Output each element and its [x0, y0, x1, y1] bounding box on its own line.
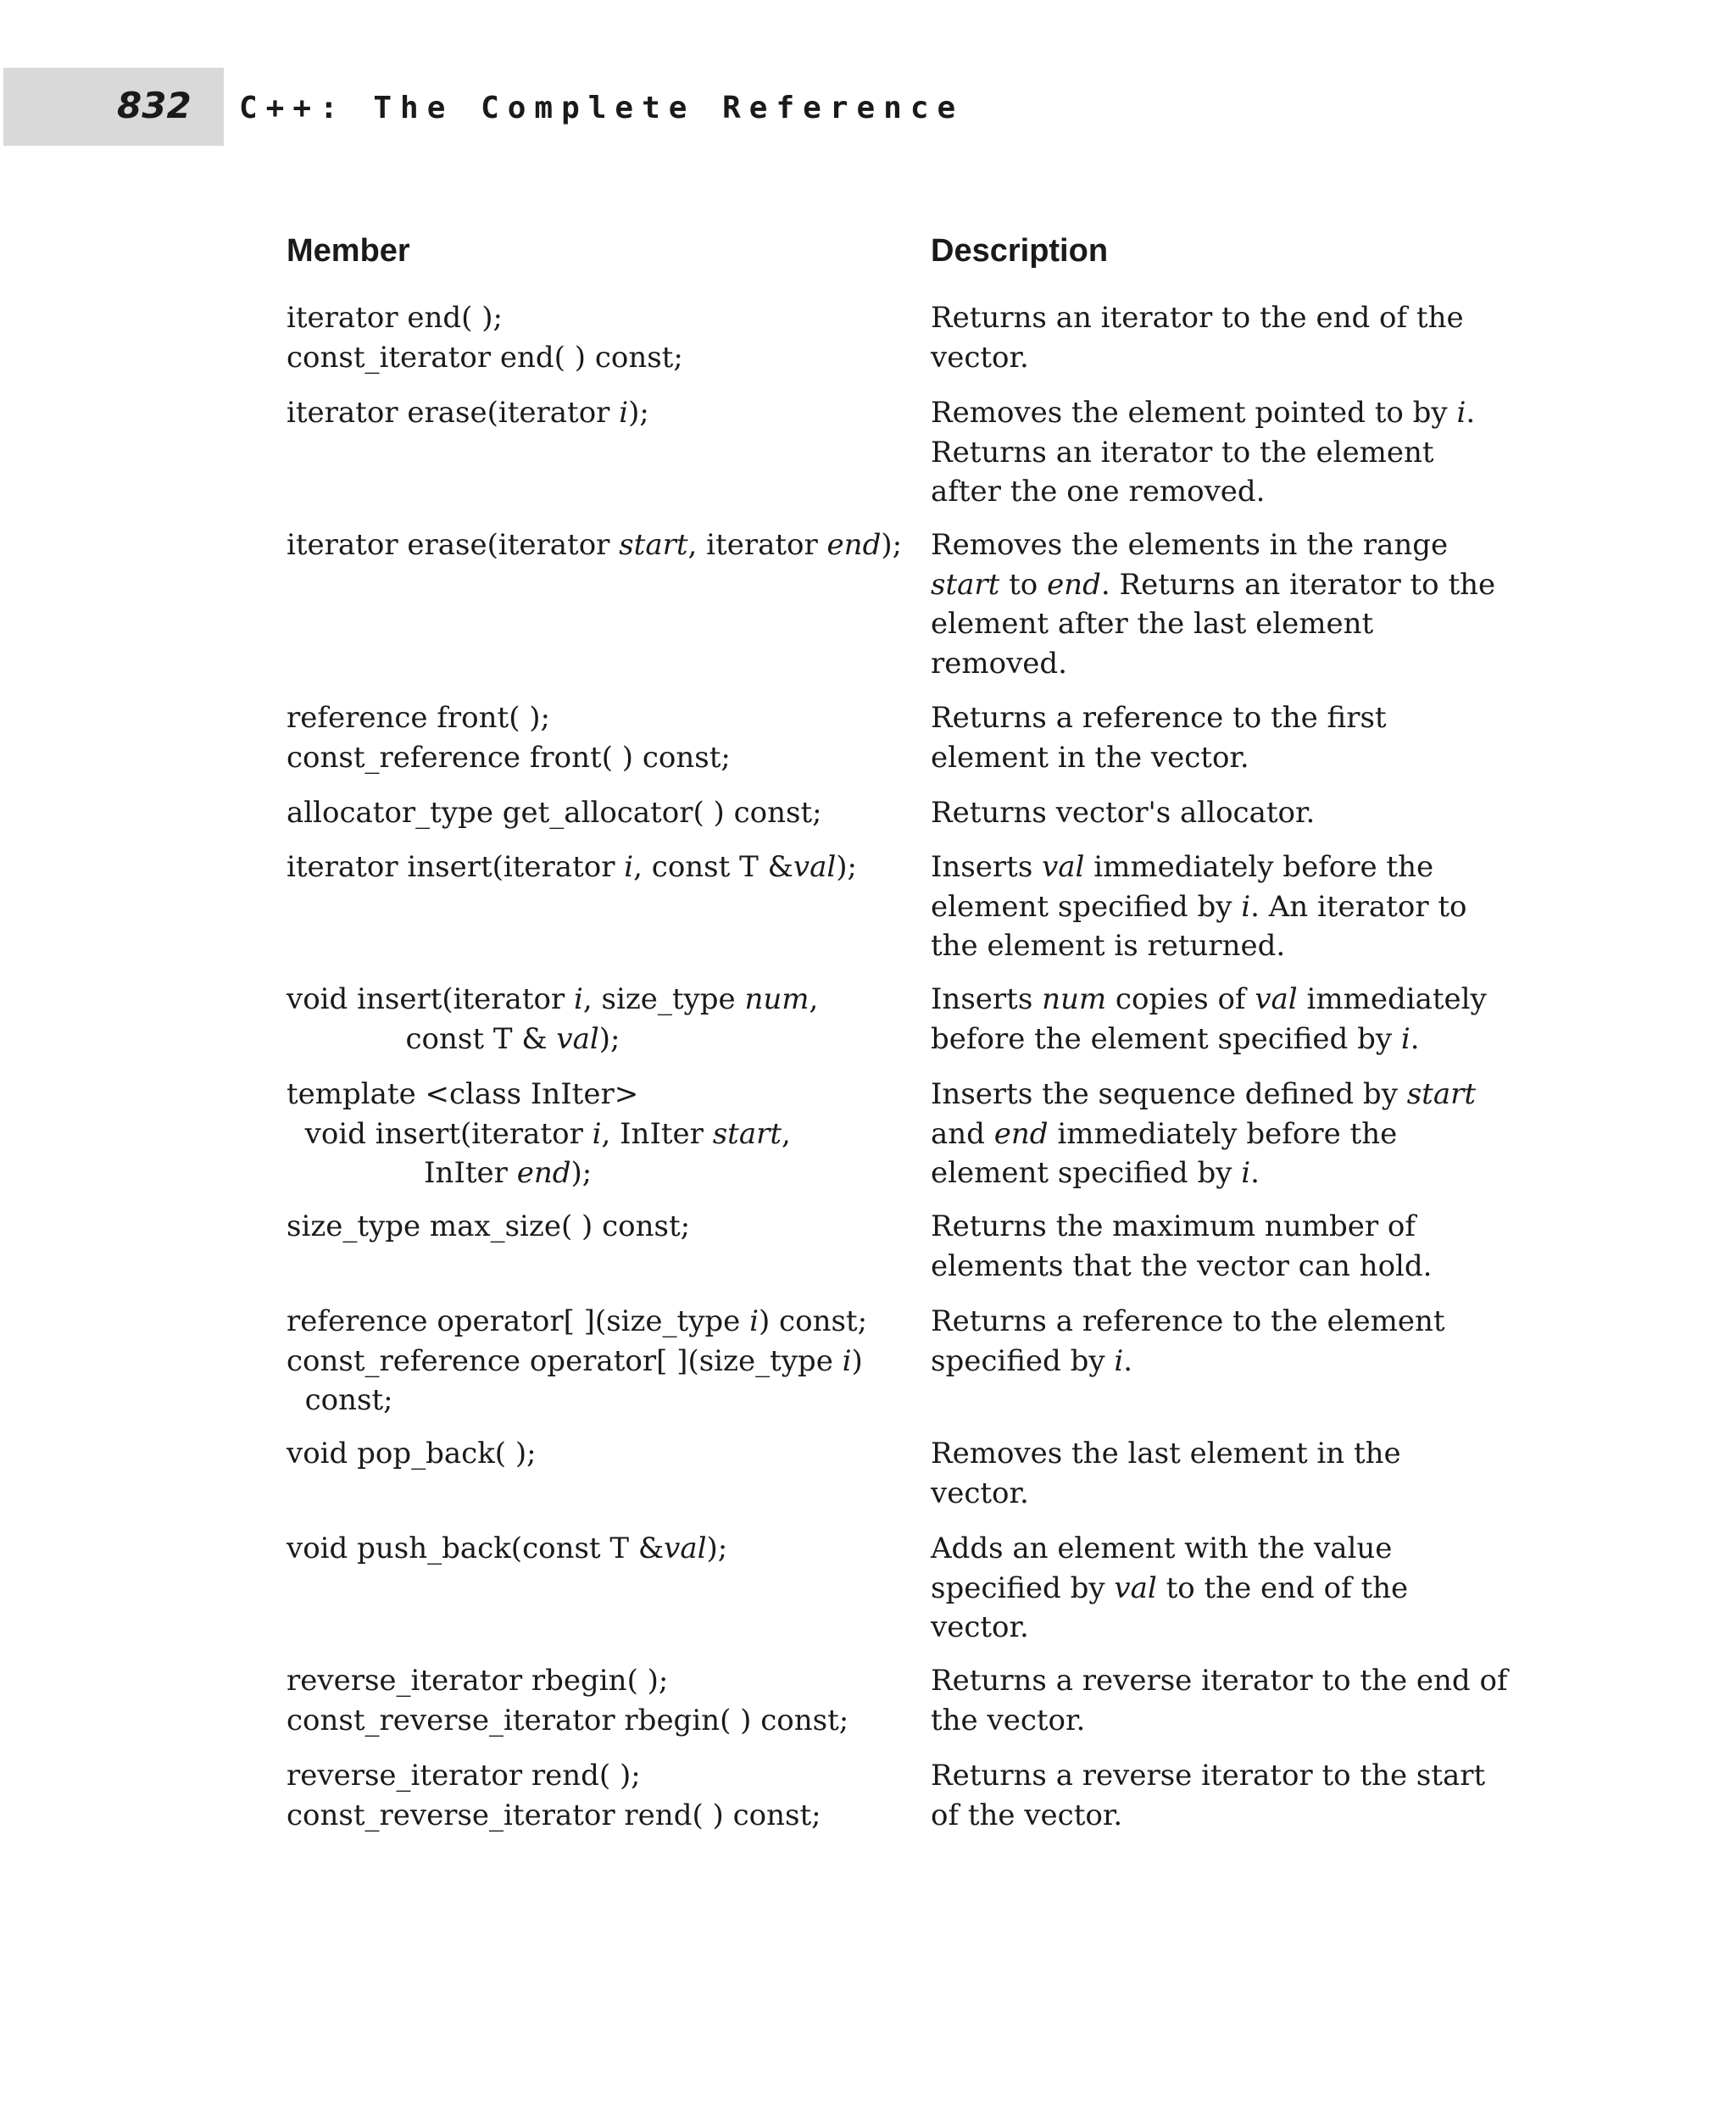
italic-term: num — [744, 982, 810, 1016]
italic-term: end — [1047, 567, 1101, 602]
description-line — [931, 793, 1694, 833]
description-line — [931, 644, 1694, 684]
description-line — [931, 926, 1694, 966]
text-segment: template <class InIter> — [287, 1077, 639, 1111]
italic-term: i — [842, 1343, 852, 1378]
member-line — [287, 1115, 897, 1154]
text-segment: , InIter — [601, 1116, 713, 1151]
member-signature — [287, 1661, 897, 1740]
italic-term: i — [1114, 1343, 1124, 1378]
member-signature — [287, 298, 897, 377]
text-segment: Inserts — [931, 850, 1043, 884]
italic-term: i — [749, 1304, 759, 1338]
text-segment: element specified by — [931, 889, 1242, 924]
member-signature — [287, 1075, 897, 1193]
text-segment: , — [809, 982, 819, 1016]
member-signature — [287, 393, 897, 433]
member-description — [931, 980, 1694, 1059]
member-description — [931, 1434, 1694, 1513]
member-signature — [287, 980, 897, 1059]
description-line — [931, 1474, 1694, 1514]
description-line — [931, 1796, 1694, 1836]
text-segment: , iterator — [687, 528, 827, 562]
member-signature — [287, 1434, 897, 1474]
text-segment: after the one removed. — [931, 475, 1266, 509]
member-line — [287, 1075, 897, 1115]
italic-term: i — [1456, 396, 1466, 430]
running-head-title: C++: The Complete Reference — [239, 91, 965, 125]
member-signature — [287, 1302, 897, 1420]
text-segment: . — [1466, 396, 1476, 430]
member-line — [287, 793, 897, 833]
italic-term: val — [1255, 982, 1298, 1016]
member-line — [287, 698, 897, 738]
description-line — [931, 298, 1694, 338]
description-line — [931, 338, 1694, 378]
text-segment: Inserts — [931, 982, 1043, 1016]
italic-term: start — [619, 528, 688, 562]
text-segment: ); — [881, 528, 903, 562]
text-segment: size_type max_size( ) const; — [287, 1209, 691, 1243]
text-segment: specified by — [931, 1571, 1115, 1605]
member-signature — [287, 525, 903, 565]
member-description — [931, 1529, 1694, 1648]
italic-term: start — [1406, 1077, 1477, 1111]
member-line — [287, 1020, 897, 1059]
description-line — [931, 1302, 1694, 1342]
text-segment: specified by — [931, 1343, 1115, 1378]
description-line — [931, 1569, 1694, 1609]
description-line — [931, 887, 1694, 927]
text-segment: ); — [836, 850, 857, 884]
member-line — [287, 298, 897, 338]
member-description — [931, 1661, 1694, 1740]
text-segment: element in the vector. — [931, 740, 1249, 775]
member-description — [931, 298, 1694, 377]
italic-term: val — [793, 850, 837, 884]
italic-term: start — [931, 567, 1000, 602]
description-line — [931, 980, 1694, 1020]
text-segment: and — [931, 1116, 994, 1151]
text-segment: , size_type — [582, 982, 745, 1016]
description-line — [931, 1075, 1694, 1115]
member-line — [287, 1701, 897, 1741]
member-line — [287, 1434, 897, 1474]
member-description — [931, 1756, 1694, 1835]
text-segment: before the element specified by — [931, 1021, 1401, 1056]
text-segment: to the end of the — [1156, 1571, 1409, 1605]
description-line — [931, 604, 1694, 644]
italic-term: end — [993, 1116, 1049, 1151]
text-segment: ); — [570, 1156, 593, 1190]
italic-term: i — [574, 982, 583, 1016]
text-segment: . — [1123, 1343, 1133, 1378]
member-description — [931, 698, 1694, 777]
text-segment: ); — [706, 1532, 728, 1565]
text-segment: iterator erase(iterator — [287, 528, 620, 562]
text-segment: void insert(iterator — [287, 1116, 593, 1151]
description-line — [931, 1020, 1694, 1059]
text-segment: Returns an iterator to the element — [931, 435, 1434, 470]
member-line — [287, 1529, 897, 1569]
member-description — [931, 793, 1694, 833]
description-line — [931, 1434, 1694, 1474]
column-header-member: Member — [287, 233, 410, 269]
member-description — [931, 525, 1694, 683]
text-segment: const_reverse_iterator rbegin( ) const; — [287, 1703, 849, 1737]
description-line — [931, 1247, 1694, 1287]
member-description — [931, 848, 1694, 966]
text-segment: Returns a reference to the element — [931, 1304, 1445, 1338]
text-segment: Removes the elements in the range — [931, 528, 1449, 562]
italic-term: val — [1114, 1571, 1157, 1605]
italic-term: end — [516, 1156, 571, 1190]
italic-term: i — [624, 850, 634, 884]
member-line — [287, 1756, 897, 1796]
text-segment: const_reverse_iterator rend( ) const; — [287, 1798, 821, 1832]
text-segment: const_reference front( ) const; — [287, 740, 731, 775]
text-segment: . — [1410, 1021, 1420, 1056]
text-segment: element specified by — [931, 1156, 1242, 1190]
text-segment: void push_back(const T & — [287, 1532, 665, 1565]
text-segment: iterator end( ); — [287, 301, 503, 335]
italic-term: end — [826, 528, 882, 562]
text-segment: Returns vector's allocator. — [931, 796, 1316, 830]
member-line — [287, 1154, 897, 1193]
description-line — [931, 1154, 1694, 1193]
description-line — [931, 565, 1694, 605]
text-segment: immediately — [1297, 982, 1487, 1016]
text-segment: reverse_iterator rbegin( ); — [287, 1664, 669, 1698]
text-segment: reference operator[ ](size_type — [287, 1304, 750, 1338]
description-line — [931, 472, 1694, 512]
text-segment: . Returns an iterator to the — [1100, 567, 1496, 602]
text-segment: Adds an element with the value — [931, 1532, 1393, 1565]
member-description — [931, 393, 1694, 512]
description-line — [931, 1529, 1694, 1569]
text-segment: Returns a reference to the first — [931, 701, 1387, 735]
description-line — [931, 1342, 1694, 1382]
description-line — [931, 1661, 1694, 1701]
text-segment: InIter — [287, 1156, 517, 1190]
italic-term: val — [1042, 850, 1085, 884]
member-signature — [287, 793, 897, 833]
description-line — [931, 848, 1694, 887]
text-segment: element after the last element — [931, 607, 1374, 641]
italic-term: val — [664, 1532, 707, 1565]
italic-term: num — [1042, 982, 1107, 1016]
member-line — [287, 1796, 897, 1836]
description-line — [931, 1207, 1694, 1247]
text-segment: removed. — [931, 646, 1067, 681]
italic-term: i — [592, 1116, 602, 1151]
member-description — [931, 1302, 1694, 1381]
description-line — [931, 1115, 1694, 1154]
text-segment: . — [1250, 1156, 1260, 1190]
text-segment: reference front( ); — [287, 701, 550, 735]
member-line — [287, 1302, 897, 1342]
member-line — [287, 980, 897, 1020]
member-line — [287, 848, 897, 887]
text-segment: Returns the maximum number of — [931, 1209, 1416, 1243]
text-segment: iterator insert(iterator — [287, 850, 625, 884]
member-signature — [287, 1756, 897, 1835]
member-signature — [287, 1529, 897, 1569]
text-segment: const_reference operator[ ](size_type — [287, 1343, 843, 1378]
column-header-description: Description — [931, 233, 1109, 269]
member-line — [287, 393, 897, 433]
text-segment: the element is returned. — [931, 929, 1286, 963]
text-segment: Returns a reverse iterator to the start — [931, 1759, 1486, 1793]
member-line — [287, 1661, 897, 1701]
member-line — [287, 738, 897, 778]
description-line — [931, 393, 1694, 433]
text-segment: Removes the element pointed to by — [931, 396, 1457, 430]
text-segment: const T & — [287, 1021, 557, 1056]
description-line — [931, 433, 1694, 473]
member-description — [931, 1075, 1694, 1193]
text-segment: ) — [851, 1343, 863, 1378]
text-segment: ) const; — [758, 1304, 868, 1338]
member-line — [287, 1381, 897, 1420]
text-segment: const; — [287, 1383, 393, 1417]
text-segment: . An iterator to — [1250, 889, 1467, 924]
text-segment: , const T & — [633, 850, 793, 884]
member-signature — [287, 698, 897, 777]
text-segment: ); — [598, 1021, 620, 1056]
text-segment: vector. — [931, 1610, 1029, 1644]
member-signature — [287, 848, 897, 887]
italic-term: i — [1241, 889, 1251, 924]
text-segment: vector. — [931, 1476, 1029, 1510]
text-segment: void insert(iterator — [287, 982, 575, 1016]
member-line — [287, 1342, 897, 1382]
italic-term: start — [712, 1116, 782, 1151]
text-segment: immediately before the — [1084, 850, 1434, 884]
text-segment: immediately before the — [1048, 1116, 1398, 1151]
text-segment: to — [999, 567, 1048, 602]
text-segment: void pop_back( ); — [287, 1437, 537, 1470]
text-segment: the vector. — [931, 1703, 1086, 1737]
text-segment: Returns a reverse iterator to the end of — [931, 1664, 1508, 1698]
description-line — [931, 1701, 1694, 1741]
text-segment: Inserts the sequence defined by — [931, 1077, 1407, 1111]
text-segment: ); — [628, 396, 649, 430]
text-segment: reverse_iterator rend( ); — [287, 1759, 641, 1793]
description-line — [931, 1756, 1694, 1796]
text-segment: Returns an iterator to the end of the — [931, 301, 1464, 335]
italic-term: i — [619, 396, 629, 430]
italic-term: i — [1241, 1156, 1251, 1190]
description-line — [931, 738, 1694, 778]
description-line — [931, 525, 1694, 565]
member-line — [287, 525, 903, 565]
member-signature — [287, 1207, 897, 1247]
member-line — [287, 1207, 897, 1247]
text-segment: elements that the vector can hold. — [931, 1248, 1433, 1283]
italic-term: val — [556, 1021, 599, 1056]
text-segment: copies of — [1106, 982, 1255, 1016]
description-line — [931, 698, 1694, 738]
member-line — [287, 338, 897, 378]
text-segment: vector. — [931, 340, 1029, 375]
page-number: 832 — [117, 85, 192, 126]
italic-term: i — [1400, 1021, 1410, 1056]
description-line — [931, 1608, 1694, 1648]
text-segment: iterator erase(iterator — [287, 396, 620, 430]
text-segment: , — [782, 1116, 791, 1151]
text-segment: Removes the last element in the — [931, 1437, 1401, 1470]
text-segment: allocator_type get_allocator( ) const; — [287, 796, 822, 830]
member-description — [931, 1207, 1694, 1286]
text-segment: of the vector. — [931, 1798, 1123, 1832]
text-segment: const_iterator end( ) const; — [287, 340, 683, 375]
